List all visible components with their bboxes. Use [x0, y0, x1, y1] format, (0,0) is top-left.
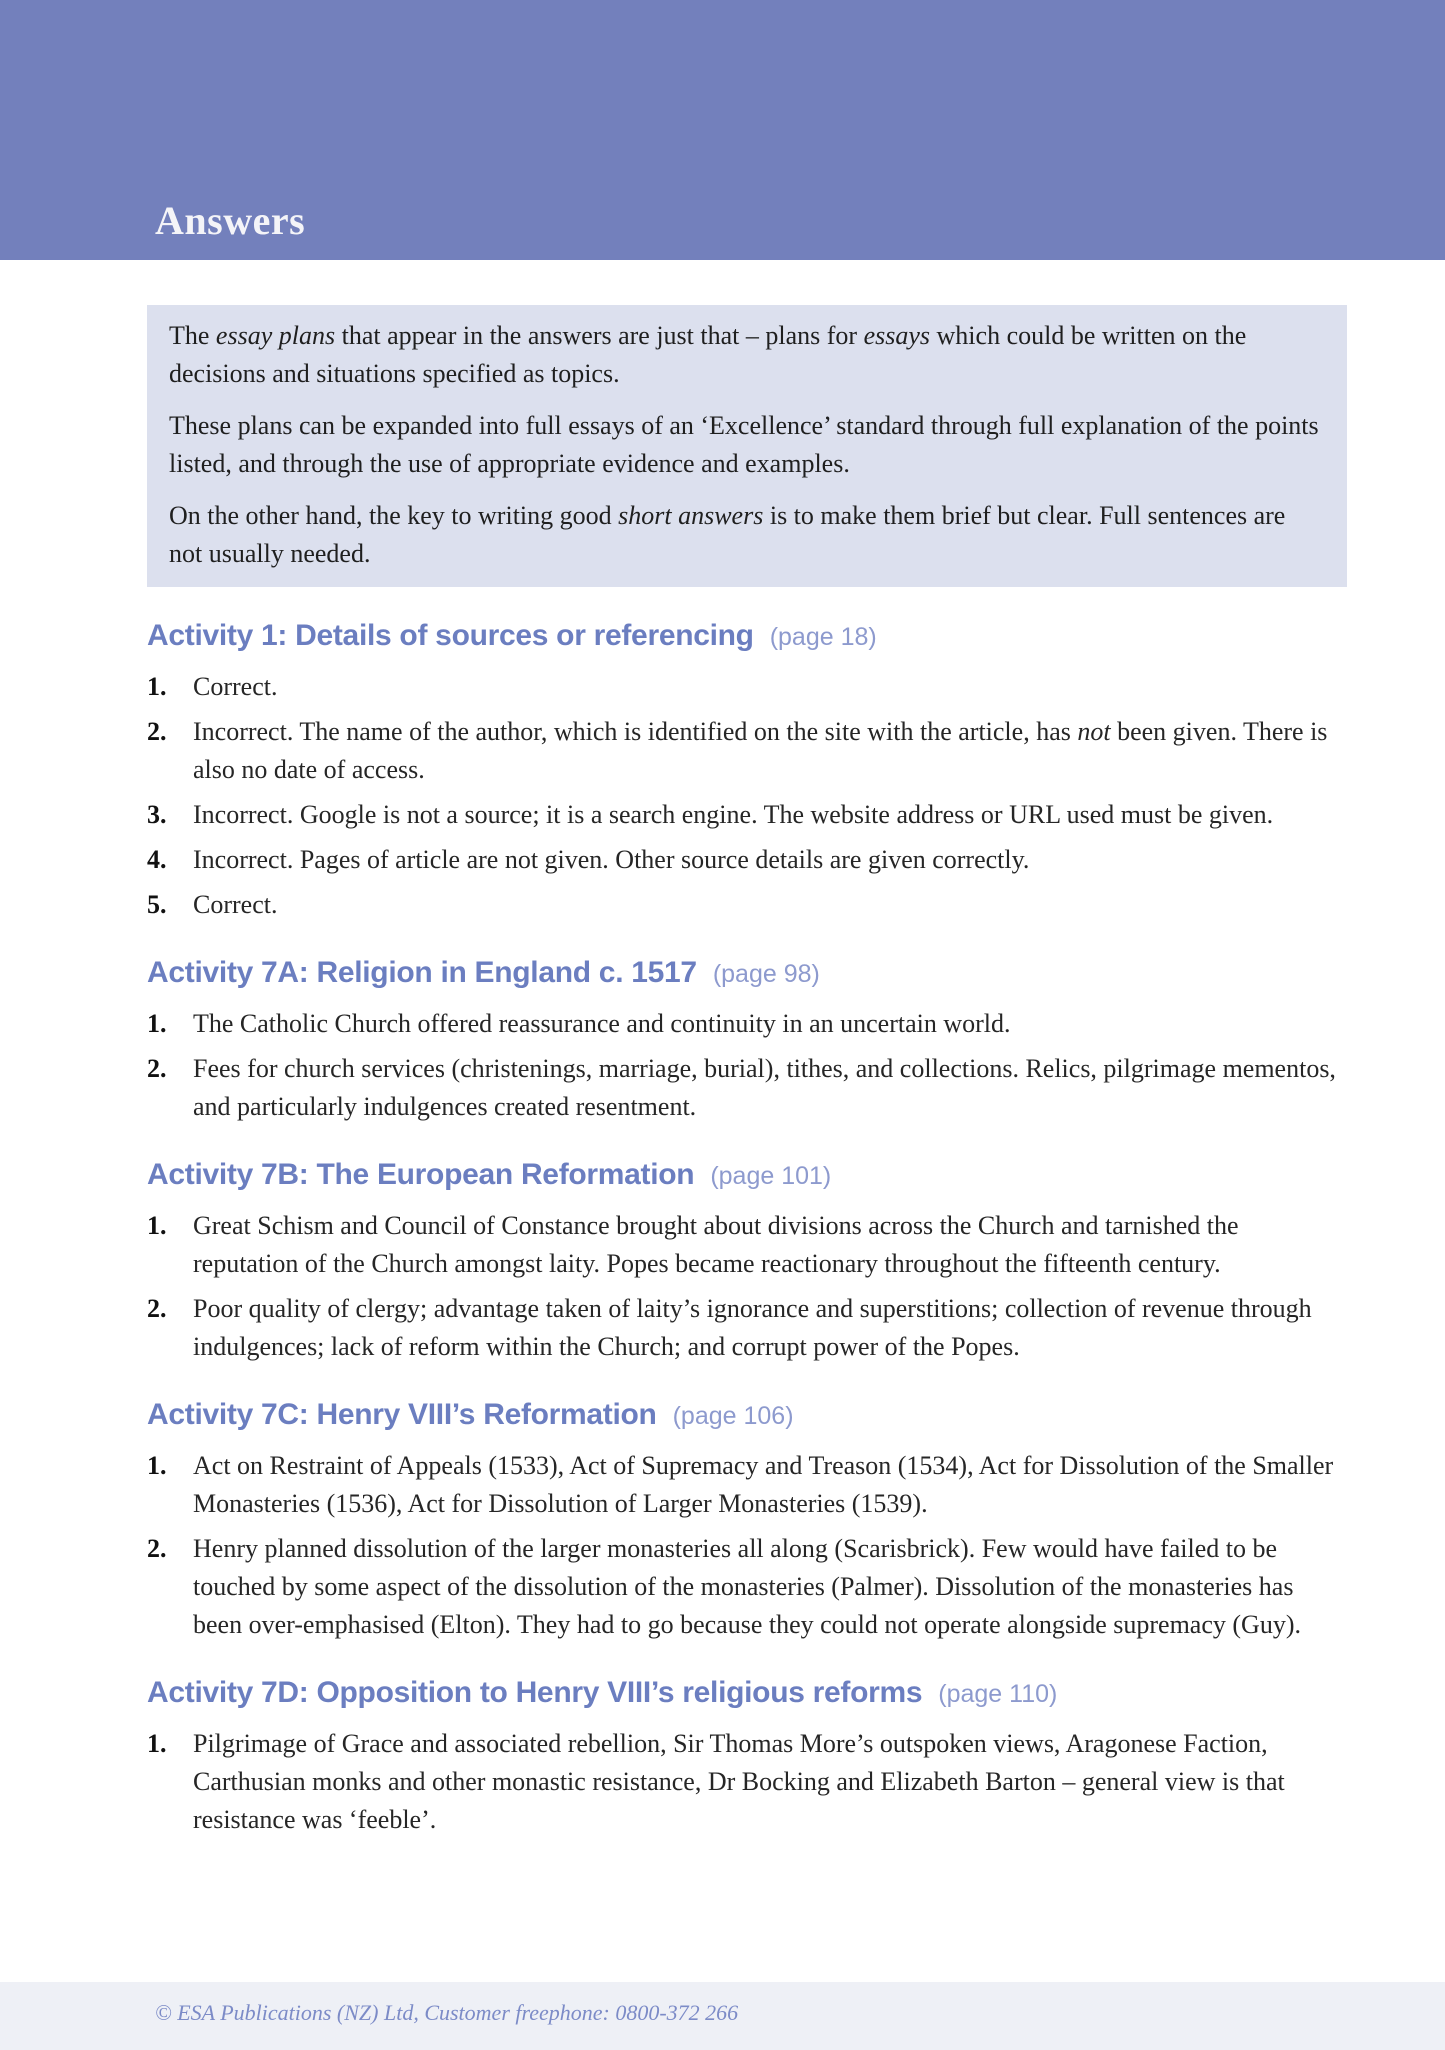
intro-note: [147, 305, 1347, 587]
page-ref: (page 106): [672, 1402, 794, 1430]
item-text: Correct.: [193, 890, 278, 919]
activity-title: Activity 7C: Henry VIII’s Reformation: [147, 1398, 657, 1431]
activity-heading: [147, 1156, 1347, 1195]
activity-heading: [147, 954, 1347, 993]
activity-heading: [147, 1674, 1347, 1713]
answer-item: [147, 1005, 1347, 1043]
item-number: 5.: [147, 890, 167, 919]
answer-item: [147, 886, 1347, 924]
activity-title: Activity 7B: The European Reformation: [147, 1158, 695, 1191]
item-text: Poor quality of clergy; advantage taken of laity’s ignorance and superstitions; collection of revenue through indulgences; lack of reform within the Church; and corrupt power of the Popes.: [193, 1294, 1312, 1361]
answer-item: [147, 1290, 1347, 1366]
intro-paragraph: On the other hand, the key to writing good short answers is to make them brief but clear. Full sentences are not usually needed.: [169, 501, 1286, 568]
answer-item: [147, 1207, 1347, 1283]
page-title: Answers: [155, 198, 306, 243]
intro-paragraph: The essay plans that appear in the answers are just that – plans for essays which could be written on the decisions and situations specified as topics.: [169, 321, 1247, 388]
answers-content: [0, 260, 1445, 1839]
item-text: Act on Restraint of Appeals (1533), Act of Supremacy and Treason (1534), Act for Dissolution of the Smaller Monasteries (1536), Act for Dissolution of Larger Monasteries (1539).: [193, 1451, 1334, 1518]
page-ref: (page 101): [710, 1162, 832, 1190]
item-text: Correct.: [193, 672, 278, 701]
answer-item: [147, 841, 1347, 879]
activity-section-7b: [147, 1156, 1347, 1366]
activity-section-7a: [147, 954, 1347, 1126]
item-number: 2.: [147, 1054, 167, 1083]
item-text: Henry planned dissolution of the larger monasteries all along (Scarisbrick). Few would have failed to be touched by some aspect of the dissolution of the monasteries (Palmer). Dissolution of the monasteries has been over-emphasised (Elton). They had to go because they could not operate alongside supremacy (Guy).: [193, 1534, 1301, 1639]
activity-section-1: [147, 617, 1347, 924]
activity-heading: [147, 1396, 1347, 1435]
answer-item: [147, 1725, 1347, 1839]
answer-list: [147, 668, 1347, 924]
item-text: Fees for church services (christenings, marriage, burial), tithes, and collections. Relics, pilgrimage mementos, and particularly indulgences created resentment.: [193, 1054, 1336, 1121]
item-number: 2.: [147, 1534, 167, 1563]
item-number: 1.: [147, 1451, 167, 1480]
item-text: Pilgrimage of Grace and associated rebellion, Sir Thomas More’s outspoken views, Aragonese Faction, Carthusian monks and other monastic resistance, Dr Bocking and Elizabeth Barton – general view is that resistance was ‘feeble’.: [193, 1729, 1285, 1834]
page-banner: [0, 0, 1445, 260]
answer-list: [147, 1725, 1347, 1839]
answer-item: [147, 1050, 1347, 1126]
activity-title: Activity 7D: Opposition to Henry VIII’s religious reforms: [147, 1676, 923, 1709]
item-text: Incorrect. The name of the author, which is identified on the site with the article, has not been given. There is also no date of access.: [193, 717, 1328, 784]
item-number: 1.: [147, 672, 167, 701]
activity-section-7d: [147, 1674, 1347, 1839]
answer-list: [147, 1005, 1347, 1126]
answer-list: [147, 1447, 1347, 1644]
page-ref: (page 110): [938, 1680, 1058, 1708]
answer-item: [147, 796, 1347, 834]
activity-title: Activity 7A: Religion in England c. 1517: [147, 956, 697, 989]
item-number: 1.: [147, 1009, 167, 1038]
page-ref: (page 18): [769, 623, 877, 651]
item-number: 1.: [147, 1729, 167, 1758]
footer-bar: [0, 1982, 1445, 2050]
item-number: 3.: [147, 800, 167, 829]
page-ref: (page 98): [712, 960, 820, 988]
answer-item: [147, 1530, 1347, 1644]
answer-list: [147, 1207, 1347, 1366]
answer-item: [147, 668, 1347, 706]
activity-title: Activity 1: Details of sources or referencing: [147, 619, 754, 652]
item-text: Incorrect. Google is not a source; it is a search engine. The website address or URL used must be given.: [193, 800, 1274, 829]
answer-item: [147, 713, 1347, 789]
item-number: 4.: [147, 845, 167, 874]
item-number: 1.: [147, 1211, 167, 1240]
activity-heading: [147, 617, 1347, 656]
item-text: The Catholic Church offered reassurance and continuity in an uncertain world.: [193, 1009, 1011, 1038]
intro-paragraph: These plans can be expanded into full essays of an ‘Excellence’ standard through full explanation of the points listed, and through the use of appropriate evidence and examples.: [169, 411, 1319, 478]
answer-item: [147, 1447, 1347, 1523]
item-number: 2.: [147, 1294, 167, 1323]
item-text: Great Schism and Council of Constance brought about divisions across the Church and tarnished the reputation of the Church amongst laity. Popes became reactionary throughout the fifteenth century.: [193, 1211, 1239, 1278]
copyright-text: © ESA Publications (NZ) Ltd, Customer freephone: 0800-372 266: [155, 2000, 739, 2025]
item-number: 2.: [147, 717, 167, 746]
item-text: Incorrect. Pages of article are not given. Other source details are given correctly.: [193, 845, 1030, 874]
activity-section-7c: [147, 1396, 1347, 1644]
